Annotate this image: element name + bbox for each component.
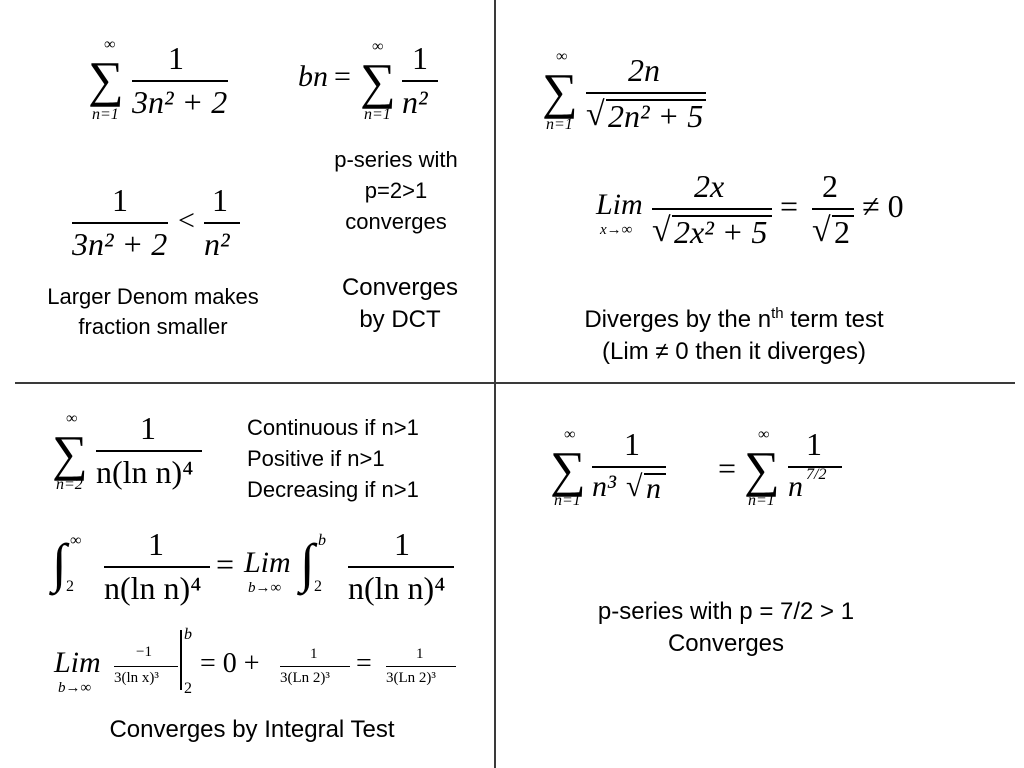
q1-cmp-rhs-numer: 1 (212, 182, 228, 218)
q3-int-denom: n(ln n)⁴ (104, 570, 202, 606)
q3-int-numer: 1 (148, 526, 164, 562)
q2-rhs-numer: 2 (822, 168, 838, 204)
q3-term1-numer: 1 (310, 646, 318, 662)
integral-lower: 2 (314, 578, 322, 595)
q3-series-numer: 1 (140, 410, 156, 446)
q4-eq-denom: n (788, 470, 803, 503)
q3-eval-rhs: = 0 + (200, 648, 260, 679)
q2-verdict (500, 298, 968, 368)
q1-bn-label: bn (298, 60, 328, 93)
q3-int2-numer: 1 (394, 526, 410, 562)
q1-cmp-rel: < (178, 204, 195, 237)
vertical-divider (494, 0, 496, 768)
q3-lim-word: Lim (244, 546, 291, 579)
sigma-symbol: ∑ (88, 51, 124, 107)
q3-term2-denom: 3(Ln 2)³ (386, 670, 436, 686)
q1-series-bar (132, 80, 228, 82)
q1-bn-numer: 1 (412, 40, 428, 76)
q4-verdict (540, 596, 912, 660)
q3-term2-numer: 1 (416, 646, 424, 662)
q1-pseries-line3: converges (345, 209, 447, 234)
q3-eval-numer: −1 (136, 644, 152, 660)
q3-eval-lim-sub: b→∞ (58, 680, 92, 696)
integral-upper: b (318, 532, 326, 549)
sigma-lower: n=1 (546, 116, 573, 133)
q2-lim-bar (652, 208, 772, 210)
q1-cmp-lhs-denom: 3n² + 2 (72, 226, 168, 262)
q3-series-denom: n(ln n)⁴ (96, 454, 194, 490)
q3-cond-positive: Positive if n>1 (247, 446, 385, 471)
q3-series-bar (96, 450, 202, 452)
q1-series-denom: 3n² + 2 (132, 84, 228, 120)
q1-series-numer: 1 (168, 40, 184, 76)
q2-lim-equals: = (780, 188, 799, 224)
q3-int-equals: = (216, 546, 235, 582)
sigma-symbol: ∑ (550, 441, 586, 497)
q2-series-numer: 2n (628, 52, 660, 88)
q3-eval-bar (114, 666, 178, 667)
q3-int2-denom: n(ln n)⁴ (348, 570, 446, 606)
q3-eval-lower: 2 (184, 680, 192, 697)
q1-pseries-note (316, 144, 476, 237)
q3-int-bar (104, 566, 210, 568)
q1-bn-bar (402, 80, 438, 82)
sigma-lower: n=1 (554, 492, 581, 509)
q2-rhs-bar (812, 208, 854, 210)
sigma-symbol: ∑ (360, 53, 396, 109)
integral-symbol: ∫ (300, 533, 315, 593)
q2-lim-word: Lim (596, 188, 643, 221)
q4-series-root: n (646, 472, 661, 505)
q3-term1-denom: 3(Ln 2)³ (280, 670, 330, 686)
q1-cmp-rhs-bar (204, 222, 240, 224)
q2-lim-sub: x→∞ (600, 222, 633, 238)
sqrt-symbol: √ (812, 212, 831, 249)
q3-int2-bar (348, 566, 454, 568)
sigma-upper: ∞ (66, 410, 78, 427)
q3-conditions (247, 412, 419, 505)
q1-cmp-rhs-denom: n² (204, 226, 230, 262)
sigma-lower: n=2 (56, 476, 83, 493)
q3-eval-upper: b (184, 626, 192, 643)
q4-series-denom: n³ (592, 470, 616, 503)
sigma-lower: n=1 (748, 492, 775, 509)
sigma-symbol: ∑ (542, 63, 578, 119)
q1-verdict (320, 272, 480, 336)
q2-verdict-line1: Diverges by the $n^{th}$ term test (584, 305, 884, 333)
q2-lim-numer: 2x (694, 168, 725, 204)
q4-series-bar (592, 466, 666, 468)
q3-verdict: Converges by Integral Test (109, 716, 395, 743)
q2-verdict-line2: (Lim ≠ 0 then it diverges) (602, 338, 866, 365)
q1-verdict-line2: by DCT (359, 306, 441, 333)
q1-cmp-lhs-numer: 1 (112, 182, 128, 218)
q2-verdict-sup: th (771, 305, 784, 322)
sigma-upper: ∞ (372, 38, 384, 55)
q4-verdict-line2: Converges (667, 630, 785, 657)
q1-pseries-line2: p=2>1 (364, 178, 428, 203)
q3-term-equals: = (356, 648, 372, 679)
q1-bn-equals: = (334, 60, 351, 93)
q3-term1-bar (280, 666, 350, 667)
sigma-lower: n=1 (92, 106, 119, 123)
q4-verdict-line1: p-series with p = 7/2 > 1 (597, 598, 855, 625)
q1-verdict-line1: Converges (341, 274, 459, 301)
sigma-upper: ∞ (556, 48, 568, 65)
horizontal-divider (15, 382, 1015, 384)
sigma-upper: ∞ (104, 36, 116, 53)
integral-lower: 2 (66, 578, 74, 595)
q1-note-line1: Larger Denom makes (47, 284, 259, 309)
q3-cond-continuous: Continuous if n>1 (247, 415, 419, 440)
q2-series-bar (586, 92, 706, 94)
sigma-lower: n=1 (364, 106, 391, 123)
sqrt-symbol: √ (586, 96, 605, 133)
sqrt-symbol: √ (652, 212, 671, 249)
q4-eq-exp: 7/2 (806, 466, 827, 483)
q1-note-line2: fraction smaller (78, 314, 228, 339)
sigma-upper: ∞ (758, 426, 770, 443)
q3-eval-denom: 3(ln x)³ (114, 670, 159, 686)
q4-eq-numer: 1 (806, 426, 822, 462)
sigma-symbol: ∑ (744, 441, 780, 497)
q1-pseries-line1: p-series with (334, 147, 458, 172)
q1-cmp-lhs-bar (72, 222, 168, 224)
q3-eval-lim-word: Lim (54, 646, 101, 679)
q4-series-numer: 1 (624, 426, 640, 462)
q3-term2-bar (386, 666, 456, 667)
q3-cond-decreasing: Decreasing if n>1 (247, 477, 419, 502)
q4-equals: = (718, 450, 737, 486)
integral-symbol: ∫ (52, 533, 67, 593)
q3-lim-sub: b→∞ (248, 580, 282, 596)
sigma-symbol: ∑ (52, 425, 88, 481)
q1-note (20, 282, 286, 342)
q2-lim-denom: 2x² + 5 (674, 214, 768, 250)
sigma-upper: ∞ (564, 426, 576, 443)
q2-neq-zero: ≠ 0 (862, 188, 904, 224)
integral-upper: ∞ (70, 532, 82, 549)
q3-eval-vbar (180, 630, 182, 690)
q2-rhs-denom: 2 (834, 214, 850, 250)
q2-series-denom: 2n² + 5 (608, 98, 704, 134)
q1-bn-denom: n² (402, 84, 428, 120)
sqrt-symbol: √ (626, 470, 643, 503)
